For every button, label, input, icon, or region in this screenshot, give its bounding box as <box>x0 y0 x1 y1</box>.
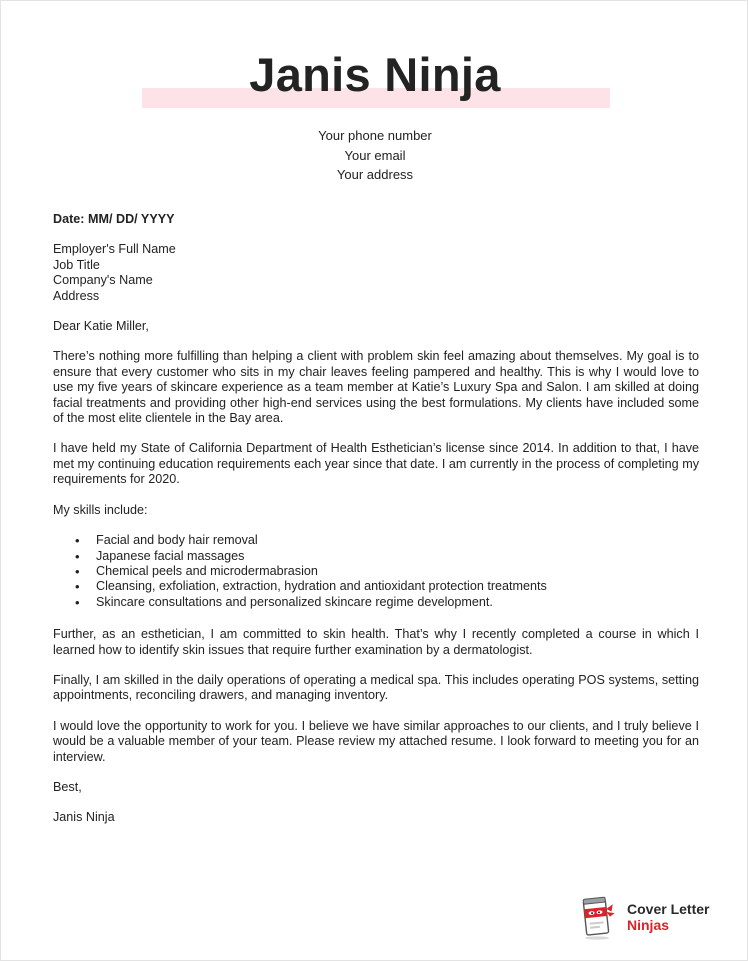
letter-date: Date: MM/ DD/ YYYY <box>53 212 175 226</box>
list-item: • Cleansing, exfoliation, extraction, hydration and antioxidant protection treatments <box>96 579 699 594</box>
recipient-block <box>53 242 699 304</box>
list-item: • Chemical peels and microdermabrasion <box>96 564 699 579</box>
signature-name: Janis Ninja <box>53 810 115 825</box>
recipient-full-name: Employer's Full Name <box>53 242 176 257</box>
paragraph-operations: Finally, I am skilled in the daily operations of operating a medical spa. This includes operating POS systems, setting appointments, reconciling drawers, and managing inventory. <box>53 672 699 703</box>
skills-list <box>53 533 699 610</box>
logo-line-cover-letter: Cover Letter <box>627 901 710 917</box>
sign-off: Best, <box>53 779 82 794</box>
list-item: • Japanese facial massages <box>96 549 699 564</box>
contact-block <box>1 126 748 185</box>
ninja-mascot-icon <box>577 894 617 940</box>
contact-address: Your address <box>336 167 414 182</box>
contact-email: Your email <box>344 147 406 163</box>
list-item: • Skincare consultations and personalized skincare regime development. <box>96 595 699 610</box>
paragraph-license: I have held my State of California Department of Health Esthetician’s license since 2014. In addition to that, I have met my continuing education requirements each year since that date. I am currently in the process of completing my requirements for 2020. <box>53 441 699 487</box>
paragraph-closing: I would love the opportunity to work for you. I believe we have similar approaches to our clients, and I truly believe I would be a valuable member of your team. Please review my attached resume. I look forward to meeting you for an interview. <box>53 718 699 764</box>
skills-lead-in: My skills include: <box>53 502 148 517</box>
applicant-name: Janis Ninja <box>249 48 501 101</box>
logo-wordmark <box>627 901 709 933</box>
list-item: • Facial and body hair removal <box>96 533 699 548</box>
letter-body <box>53 212 699 826</box>
brand-logo <box>577 894 737 940</box>
recipient-job-title: Job Title <box>53 257 100 272</box>
recipient-company: Company's Name <box>53 273 153 288</box>
paragraph-intro: There’s nothing more fulfilling than helping a client with problem skin feel amazing about themselves. My goal is to ensure that every customer who sits in my chair leaves feeling pampered and healthy. This is why I would love to use my five years of skincare experience as a team member at Katie’s Luxury Spa and Salon. I am skilled at doing facial treatments and providing other high-end services using the best formulations. My clients have included some of the most elite clientele in the Bay area. <box>53 349 699 426</box>
recipient-address: Address <box>53 288 100 303</box>
contact-phone: Your phone number <box>318 128 432 143</box>
logo-line-ninjas: Ninjas <box>627 917 670 933</box>
paragraph-skin-health: Further, as an esthetician, I am committed to skin health. That’s why I recently completed a course in which I learned how to identify skin issues that require further examination by a dermatologist. <box>53 627 699 657</box>
greeting: Dear Katie Miller, <box>53 319 149 334</box>
name-header <box>1 47 748 103</box>
